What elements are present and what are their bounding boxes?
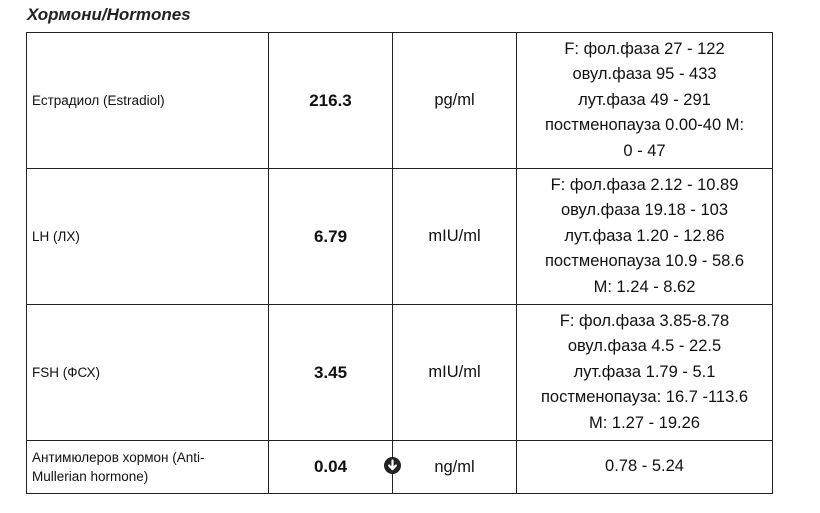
reference-range — [517, 169, 773, 305]
test-value: 216.3 — [269, 33, 393, 169]
reference-line: овул.фаза 19.18 - 103 — [560, 201, 729, 220]
reference-line: 0 - 47 — [623, 141, 666, 160]
test-value: 3.45 — [269, 305, 393, 441]
table-row — [27, 169, 773, 305]
reference-line: 0.78 - 5.24 — [605, 457, 684, 476]
test-value: 6.79 — [269, 169, 393, 305]
test-name: LH (ЛХ) — [27, 169, 269, 305]
test-name-line: Антимюлеров хормон (Anti- — [32, 450, 205, 465]
reference-line: F: фол.фаза 2.12 - 10.89 — [550, 175, 739, 194]
reference-line: M: 1.27 - 19.26 — [589, 413, 700, 432]
test-name — [27, 441, 269, 494]
table-row — [27, 33, 773, 169]
reference-line: лут.фаза 1.79 - 5.1 — [573, 362, 716, 381]
reference-line: F: фол.фаза 27 - 122 — [564, 39, 725, 58]
table-row — [27, 305, 773, 441]
reference-line: лут.фаза 49 - 291 — [578, 90, 711, 109]
reference-range — [517, 33, 773, 169]
test-value: 0.04 — [313, 457, 348, 476]
test-name: FSH (ФСХ) — [27, 305, 269, 441]
test-value-cell — [269, 441, 393, 494]
test-name: Естрадиол (Estradiol) — [27, 33, 269, 169]
test-unit: mIU/ml — [393, 305, 517, 441]
test-unit: mIU/ml — [393, 169, 517, 305]
reference-line: постменопауза: 16.7 -113.6 — [540, 388, 749, 407]
reference-line: лут.фаза 1.20 - 12.86 — [564, 226, 725, 245]
table-row — [27, 441, 773, 494]
reference-line: M: 1.24 - 8.62 — [593, 277, 696, 296]
reference-line: овул.фаза 4.5 - 22.5 — [567, 337, 722, 356]
test-unit: pg/ml — [393, 33, 517, 169]
reference-line: постменопауза 0.00-40 M: — [544, 116, 745, 135]
test-unit: ng/ml — [393, 441, 517, 494]
test-name-line: Mullerian hormone) — [32, 469, 149, 484]
reference-line: постменопауза 10.9 - 58.6 — [544, 252, 745, 271]
arrow-down-circle-icon — [384, 457, 401, 474]
section-title: Хормони/Hormones — [27, 5, 191, 24]
reference-line: овул.фаза 95 - 433 — [572, 65, 717, 84]
reference-line: F: фол.фаза 3.85-8.78 — [559, 311, 730, 330]
hormones-table — [26, 32, 773, 494]
reference-range — [517, 305, 773, 441]
reference-range — [517, 441, 773, 494]
